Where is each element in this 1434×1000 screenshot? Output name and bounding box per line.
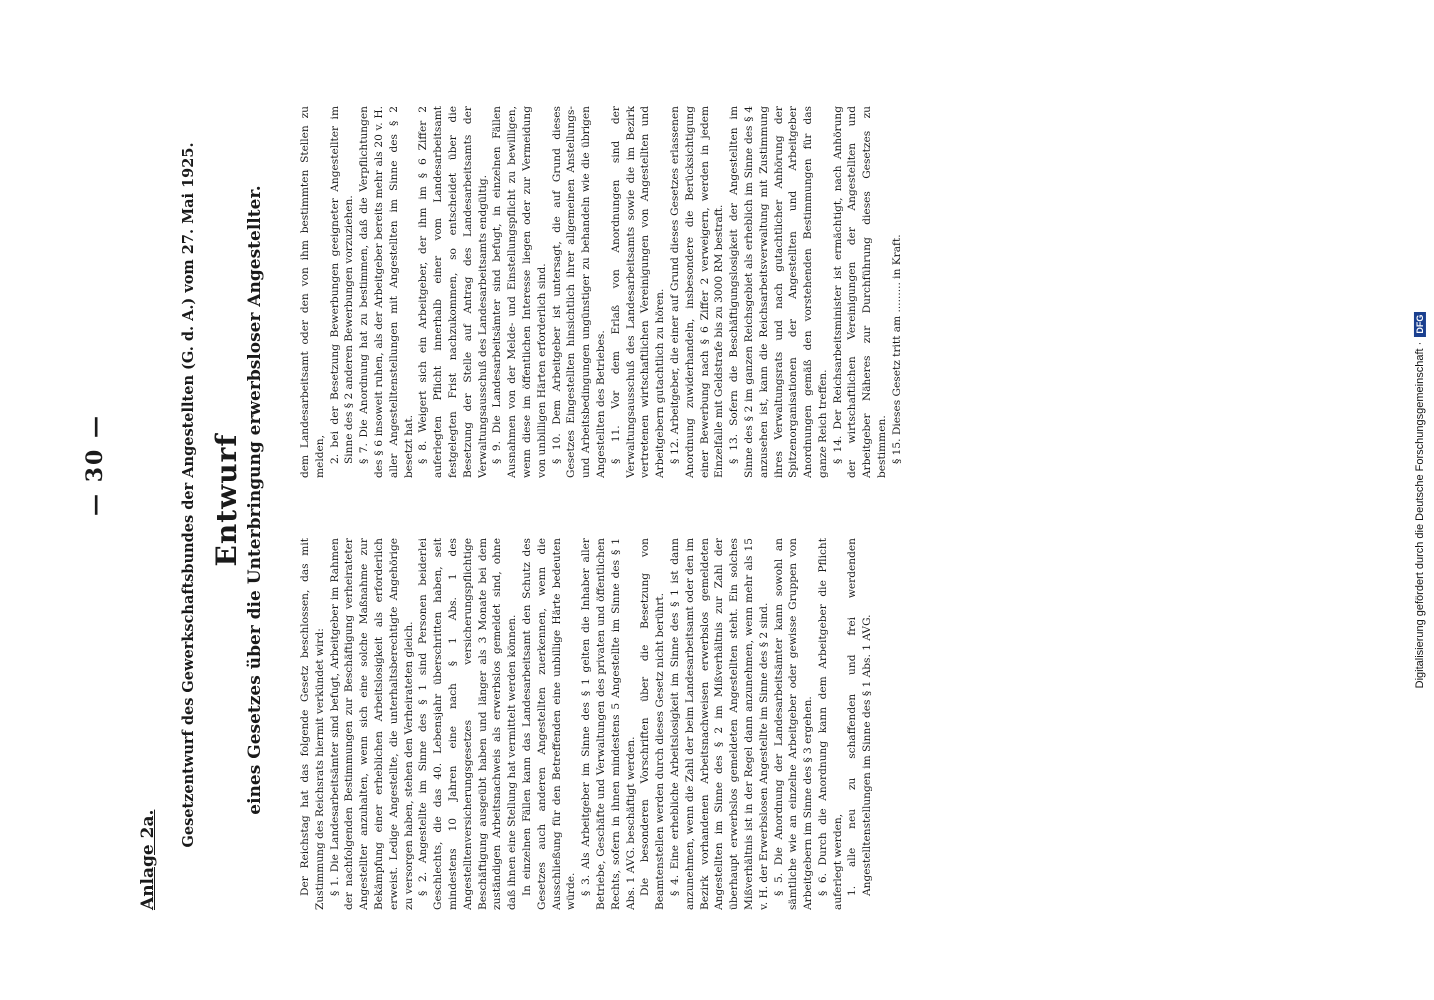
left-text-column [298,538,1198,910]
paragraph-continuation: dem Landesarbeitsamt oder den von ihm bestimmten Stellen zu melden, [299,106,326,478]
funding-note-text: Digitalisierung gefördert durch die Deutsche Forschungsgemeinschaft · [1413,341,1426,689]
title-subtitle: eines Gesetzes über die Unterbringung erwerbsloser Angestellter. [245,185,265,815]
paragraph: § 7. Die Anordnung hat zu bestimmen, daß die Verpflichtungen des § 6 insoweit ruhen, als der Arbeitgeber bereits mehr als 20 v. H. aller Angestelltenstellungen mit Angestellten im Sinne des § 2 besetzt hat. [358,106,415,478]
annex-label: Anlage 2a. [138,809,158,910]
paragraph: § 12. Arbeitgeber, die einer auf Grund dieses Gesetzes erlassenen Anordnung zuwiderhandeln, insbesondere die Berücksichtigung einer Bewerbung nach § 6 Ziffer 2 verweigern, werden in jedem Einzelfalle mit Geldstrafe bis zu 3000 RM bestraft. [668,106,726,478]
paragraph: § 4. Eine erhebliche Arbeitslosigkeit im Sinne des § 1 ist dann anzunehmen, wenn die Zahl der beim Landesarbeitsamt oder den im Bezirk vorhandenen Arbeitsnachweisen erwerbslos gemeldeten Angestellten im Sinne des § 2 im Mißverhältnis zur Zahl der überhaupt erwerbslos gemeldeten Angestellten steht. Ein solches Mißverhältnis ist in der Regel dann anzunehmen, wenn mehr als 15 v. H. der Erwerbslosen Angestellte im Sinne des § 2 sind. [668,538,770,910]
list-item: 2. bei der Besetzung Bewerbungen geeigneter Angestellter im Sinne des § 2 anderen Bewerbungen vorzuziehen. [328,106,356,464]
dfg-logo: DFG [1414,312,1426,337]
paragraph: § 14. Der Reichsarbeitsminister ist ermächtigt, nach Anhörung der wirtschaftlichen Vereinigungen der Angestellten und Arbeitgeber Näheres zur Durchführung dieses Gesetzes zu bestimmen. [831,106,889,478]
paragraph: § 6. Durch die Anordnung kann dem Arbeitgeber die Pflicht auferlegt werden, [816,538,844,910]
draft-title [210,80,265,920]
paragraph: § 15. Dieses Gesetz tritt am ......... in Kraft. [890,234,903,464]
paragraph: § 1. Die Landesarbeitsämter sind befugt, Arbeitgeber im Rahmen der nachfolgenden Bestimmungen zur Beschäftigung verheirateter Angestellter anzuhalten, wenn sich eine solche Maßnahme zur Bekämpfung einer erheblichen Arbeitslosigkeit als erforderlich erweist. Ledige Angestellte, die unterhaltsberechtigte Angehörige zu versorgen haben, stehen den Verheirateten gleich. [328,538,415,910]
paragraph: § 9. Die Landesarbeitsämter sind befugt, in einzelnen Fällen Ausnahmen von der Melde- und Einstellungspflicht zu bewilligen, wenn diese im öffentlichen Interesse liegen oder zur Vermeidung von unbilligen Härten erforderlich sind. [491,106,548,478]
right-text-column [298,106,1198,478]
paragraph: § 5. Die Anordnung der Landesarbeitsämter kann sowohl an sämtliche wie an einzelne Arbeitgeber oder gewisse Gruppen von Arbeitgebern im Sinne des § 3 ergehen. [772,538,815,910]
paragraph: § 2. Angestellte im Sinne des § 1 sind Personen beiderlei Geschlechts, die das 40. Lebensjahr überschritten haben, seit mindestens 10 Jahren eine nach § 1 Abs. 1 des Angestelltenversicherungsgesetzes versicherungspflichtige Beschäftigung ausgeübt haben und länger als 3 Monate bei dem zuständigen Arbeitsnachweis als erwerbslos gemeldet sind, ohne daß ihnen eine Stellung hat vermittelt werden können. [417,538,519,910]
paragraph: § 10. Dem Arbeitgeber ist untersagt, die auf Grund dieses Gesetzes Eingestellten hinsichtlich ihrer allgemeinen Anstellungs- und Arbeitsbedingungen ungünstiger zu behandeln wie die übrigen Angestellten des Betriebes. [550,106,607,478]
paragraph: In einzelnen Fällen kann das Landesarbeitsamt den Schutz des Gesetzes auch anderen Angestellten zuerkennen, wenn die Ausschließung für den Betreffenden eine unbillige Härte bedeuten würde. [520,538,578,910]
paragraph: Die besonderen Vorschriften über die Besetzung von Beamtenstellen werden durch dieses Gesetz nicht berührt. [639,538,667,910]
paragraph: § 13. Sofern die Beschäftigungslosigkeit der Angestellten im Sinne des § 2 im ganzen Reichsgebiet als erheblich im Sinne des § 4 anzusehen ist, kann die Reichsarbeitsverwaltung mit Zustimmung ihres Verwaltungsrats und nach gutachtlicher Anhörung der Spitzenorganisationen der Angestellten und Arbeitgeber Anordnungen gemäß den vorstehenden Bestimmungen für das ganze Reich treffen. [728,106,829,478]
paragraph: § 8. Weigert sich ein Arbeitgeber, der ihm im § 6 Ziffer 2 auferlegten Pflicht innerhalb einer vom Landesarbeitsamt festgelegten Frist nachzukommen, so entscheidet über die Besetzung der Stelle auf Antrag des Landesarbeitsamts der Verwaltungsausschuß des Landesarbeitsamts endgültig. [417,106,489,478]
paragraph: § 11. Vor dem Erlaß von Anordnungen sind der Verwaltungsausschuß des Landesarbeitsamts sowie die im Bezirk vertretenen wirtschaftlichen Vereinigungen von Angestellten und Arbeitgebern gutachtlich zu hören. [609,106,667,478]
paragraph: § 3. Als Arbeitgeber im Sinne des § 1 gelten die Inhaber aller Betriebe, Geschäfte und Verwaltungen des privaten und öffentlichen Rechts, sofern in ihnen mindestens 5 Angestellte im Sinne des § 1 Abs. 1 AVG. beschäftigt werden. [580,538,637,910]
title-main: Entwurf [210,433,243,567]
page-number: — 30 — [82,414,108,516]
list-item: 1. alle neu zu schaffenden und frei werdenden Angestelltenstellungen im Sinne des § 1 Abs. 1 AVG. [846,538,874,896]
paragraph: Der Reichstag hat das folgende Gesetz beschlossen, das mit Zustimmung des Reichsrats hiermit verkündet wird: [299,538,326,910]
funding-note [1414,120,1426,880]
document-heading: Gesetzentwurf des Gewerkschaftsbundes der Angestellten (G. d. A.) vom 27. Mai 1925. [180,142,197,848]
